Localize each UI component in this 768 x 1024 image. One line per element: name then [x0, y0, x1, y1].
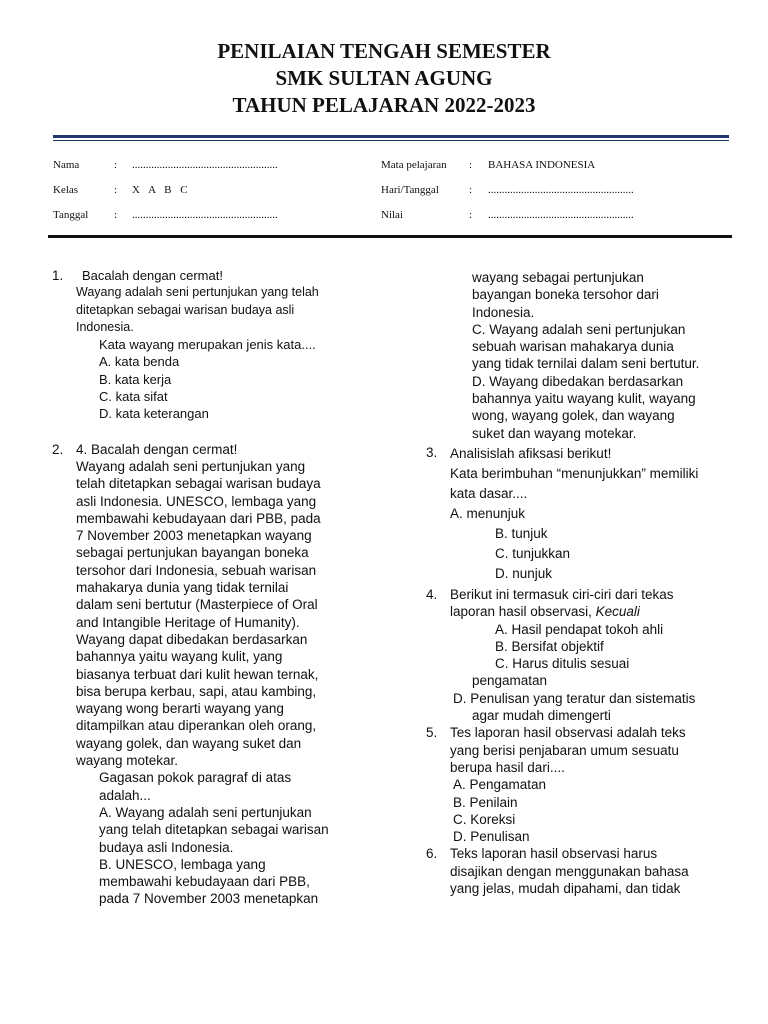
question-text: berupa hasil dari....: [450, 759, 565, 775]
info-value-nama: .....................................................: [132, 159, 278, 171]
passage-line: 7 November 2003 menetapkan wayang: [76, 528, 312, 544]
question-number: 3.: [426, 444, 438, 460]
passage-line: dalam seni bertutur (Masterpiece of Oral: [76, 597, 318, 613]
option-c: C. Harus ditulis sesuai: [495, 656, 630, 672]
info-label-tanggal: Tanggal: [53, 209, 89, 221]
option-d-cont: agar mudah dimengerti: [472, 708, 611, 724]
question-text: Teks laporan hasil observasi harus: [450, 846, 658, 862]
option-a-cont: budaya asli Indonesia.: [99, 839, 234, 855]
question-number: 1.: [52, 268, 64, 283]
spacer: [52, 423, 329, 441]
info-value-hari: .....................................................: [488, 184, 634, 196]
question-text: yang jelas, mudah dipahami, dan tidak: [450, 881, 681, 897]
question-text: Berikut ini termasuk ciri-ciri dari tekas: [450, 586, 674, 602]
passage-line: membawahi kebudayaan dari PBB, pada: [76, 510, 321, 526]
passage-line: Wayang adalah seni pertunjukan yang telah: [76, 285, 319, 300]
option-c-cont: yang tidak ternilai dalam seni bertutur.: [472, 356, 700, 372]
column-right: [426, 269, 699, 897]
option-c: C. kata sifat: [99, 389, 168, 405]
option-d-cont: bahannya yaitu wayang kulit, wayang: [472, 391, 696, 407]
question-5: [426, 724, 699, 845]
option-a: A. Hasil pendapat tokoh ahli: [495, 621, 664, 637]
info-colon: :: [469, 159, 473, 171]
question-text: Gagasan pokok paragraf di atas: [99, 770, 292, 786]
header-rule-thin: [53, 140, 729, 141]
option-b: B. UNESCO, lembaga yang: [99, 856, 266, 872]
header-title: PENILAIAN TENGAH SEMESTER: [217, 39, 551, 63]
info-label-hari: Hari/Tanggal: [381, 184, 439, 196]
question-4: [426, 586, 699, 724]
option-a: A. Pengamatan: [453, 777, 547, 793]
passage-line: asli Indonesia. UNESCO, lembaga yang: [76, 493, 317, 509]
option-a: A. menunjuk: [450, 505, 526, 521]
question-text: laporan hasil observasi,: [450, 604, 596, 620]
passage-line: wayang wong berarti wayang yang: [76, 701, 284, 717]
question-text: kata dasar....: [450, 485, 528, 501]
question-2: [52, 441, 329, 908]
option-c: C. Koreksi: [453, 811, 516, 827]
passage-line: Indonesia.: [76, 319, 134, 334]
option-c: C. Wayang adalah seni pertunjukan: [472, 321, 686, 337]
question-number: 4.: [426, 586, 438, 602]
question-text: disajikan dengan menggunakan bahasa: [450, 863, 689, 879]
question-1: [52, 267, 329, 423]
question-number: 5.: [426, 725, 438, 741]
info-rule: [48, 235, 732, 238]
question-number: 6.: [426, 846, 438, 862]
question-title: Bacalah dengan cermat!: [82, 268, 223, 283]
info-label-kelas: Kelas: [53, 184, 79, 196]
passage-line: bahannya yaitu wayang kulit, yang: [76, 649, 283, 665]
info-colon: :: [469, 184, 473, 196]
option-d: D. nunjuk: [495, 565, 553, 581]
info-value-tanggal: .....................................................: [132, 209, 278, 221]
option-d: D. Penulisan yang teratur dan sistematis: [453, 690, 696, 706]
option-b: B. Penilain: [453, 794, 518, 810]
info-value-kelas: X A B C: [132, 184, 191, 196]
option-d-cont: suket dan wayang motekar.: [472, 425, 637, 441]
passage-line: bisa berupa kerbau, sapi, atau kambing,: [76, 683, 317, 699]
info-colon: :: [114, 184, 118, 196]
passage-line: telah ditetapkan sebagai warisan budaya: [76, 476, 321, 492]
question-2-continued: [426, 269, 699, 442]
passage-line: and Intangible Heritage of Humanity).: [76, 614, 300, 630]
passage-line: biasanya terbuat dari kulit hewan ternak,: [76, 666, 319, 682]
question-text: adalah...: [99, 787, 151, 803]
option-b-cont: pada 7 November 2003 menetapkan: [99, 891, 319, 907]
option-b: B. Bersifat objektif: [495, 638, 604, 654]
passage-line: Wayang dapat dibedakan berdasarkan: [76, 631, 308, 647]
question-text: yang berisi penjabaran umum sesuatu: [450, 742, 679, 758]
exam-header: [0, 38, 768, 119]
question-text: Kata berimbuhan “menunjukkan” memiliki: [450, 465, 699, 481]
option-d: D. kata keterangan: [99, 406, 209, 422]
passage-line: mahakarya dunia yang tidak ternilai: [76, 580, 289, 596]
option-a-cont: yang telah ditetapkan sebagai warisan: [99, 822, 329, 838]
option-d: D. Penulisan: [453, 829, 530, 845]
info-value-nilai: .....................................................: [488, 209, 634, 221]
info-colon: :: [114, 159, 118, 171]
header-school: SMK SULTAN AGUNG: [275, 66, 493, 90]
header-rule-thick: [53, 135, 729, 138]
option-d: D. Wayang dibedakan berdasarkan: [472, 373, 684, 389]
info-colon: :: [114, 209, 118, 221]
option-b-cont: bayangan boneka tersohor dari: [472, 287, 659, 303]
question-title: Analisislah afiksasi berikut!: [450, 445, 612, 461]
info-value-mapel: BAHASA INDONESIA: [488, 159, 596, 171]
info-label-nama: Nama: [53, 159, 80, 171]
question-6: [426, 845, 699, 897]
info-label-mapel: Mata pelajaran: [381, 159, 447, 171]
option-b-cont: Indonesia.: [472, 304, 535, 320]
column-left: [52, 267, 329, 908]
question-title: 4. Bacalah dengan cermat!: [76, 441, 238, 457]
option-d-cont: wong, wayang golek, dan wayang: [472, 408, 675, 424]
question-3: [426, 444, 699, 584]
option-a: A. kata benda: [99, 354, 180, 370]
option-c-cont: pengamatan: [472, 673, 548, 689]
question-text-line: [426, 603, 699, 620]
option-b: B. tunjuk: [495, 525, 548, 541]
option-b: B. kata kerja: [99, 371, 172, 387]
question-text: Kata wayang merupakan jenis kata....: [99, 337, 316, 353]
passage-line: sebagai pertunjukan bayangan boneka: [76, 545, 309, 561]
passage-line: ditetapkan sebagai warisan budaya asli: [76, 302, 295, 317]
option-a: A. Wayang adalah seni pertunjukan: [99, 804, 312, 820]
question-emphasis: Kecuali: [595, 604, 640, 620]
option-b-cont: wayang sebagai pertunjukan: [472, 270, 644, 285]
question-text: Tes laporan hasil observasi adalah teks: [450, 725, 686, 741]
passage-line: wayang motekar.: [76, 753, 179, 769]
passage-line: Wayang adalah seni pertunjukan yang: [76, 458, 306, 474]
option-c: C. tunjukkan: [495, 545, 571, 561]
option-c-cont: sebuah warisan mahakarya dunia: [472, 339, 674, 355]
option-b-cont: membawahi kebudayaan dari PBB,: [99, 874, 310, 890]
passage-line: wayang golek, dan wayang suket dan: [76, 735, 302, 751]
header-year: TAHUN PELAJARAN 2022-2023: [232, 93, 536, 117]
info-colon: :: [469, 209, 473, 221]
info-label-nilai: Nilai: [381, 209, 403, 221]
question-number: 2.: [52, 441, 64, 457]
passage-line: ditampilkan atau diperankan oleh orang,: [76, 718, 317, 734]
passage-line: tersohor dari Indonesia, sebuah warisan: [76, 562, 317, 578]
